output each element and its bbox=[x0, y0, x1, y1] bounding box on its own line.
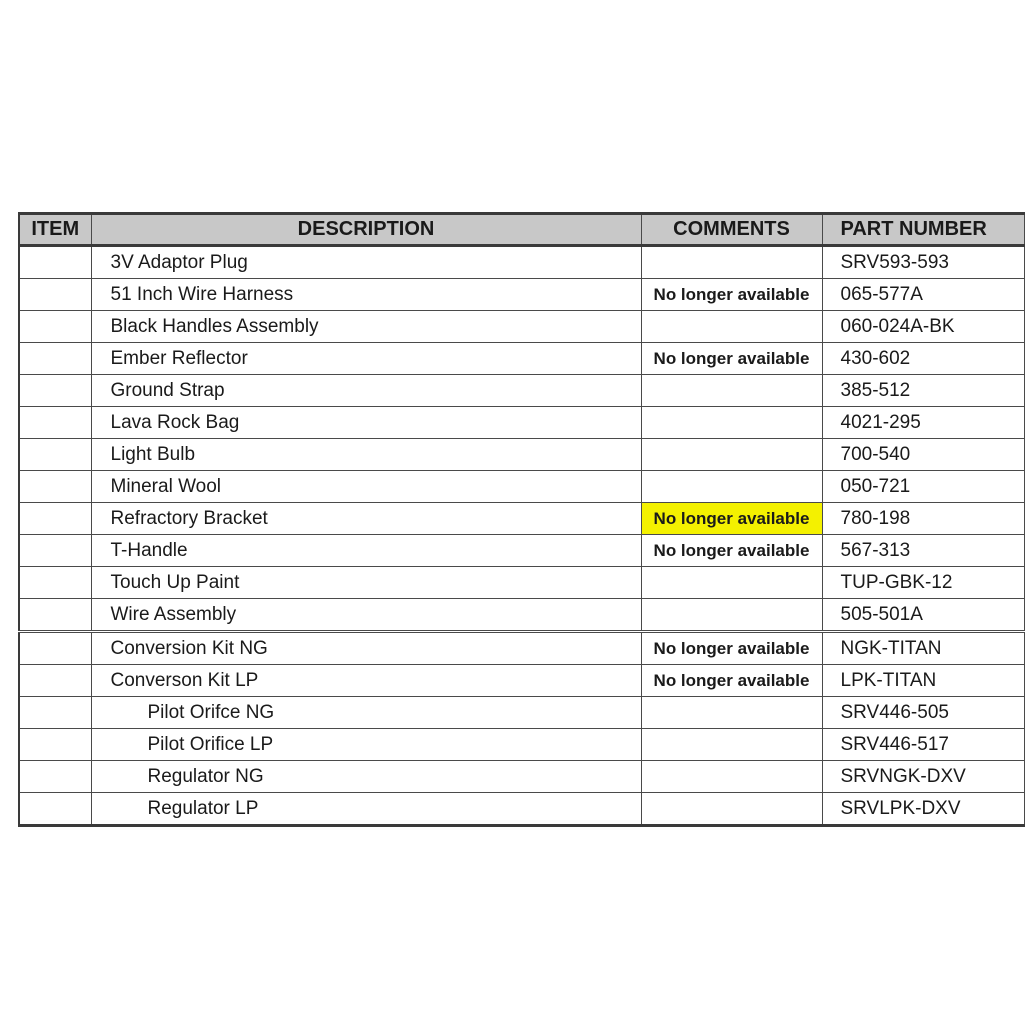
comment-cell bbox=[641, 761, 822, 793]
comment-cell bbox=[641, 407, 822, 439]
description-cell: Black Handles Assembly bbox=[91, 311, 641, 343]
description-cell: 3V Adaptor Plug bbox=[91, 246, 641, 279]
table-row bbox=[19, 503, 1024, 535]
part-number-cell: 065-577A bbox=[822, 279, 1024, 311]
table-row bbox=[19, 567, 1024, 599]
comment-cell bbox=[641, 599, 822, 632]
item-cell bbox=[19, 343, 91, 375]
table-header-row bbox=[19, 214, 1024, 246]
part-number-cell: SRVLPK-DXV bbox=[822, 793, 1024, 826]
item-cell bbox=[19, 697, 91, 729]
table-row bbox=[19, 311, 1024, 343]
part-number-cell: 430-602 bbox=[822, 343, 1024, 375]
item-cell bbox=[19, 375, 91, 407]
header-comments: COMMENTS bbox=[641, 214, 822, 246]
part-number-cell: SRVNGK-DXV bbox=[822, 761, 1024, 793]
comment-cell: No longer available bbox=[641, 665, 822, 697]
part-number-cell: 060-024A-BK bbox=[822, 311, 1024, 343]
header-description: DESCRIPTION bbox=[91, 214, 641, 246]
description-cell: Pilot Orifce NG bbox=[91, 697, 641, 729]
item-cell bbox=[19, 793, 91, 826]
table-row bbox=[19, 761, 1024, 793]
table-row bbox=[19, 793, 1024, 826]
description-cell: Mineral Wool bbox=[91, 471, 641, 503]
description-cell: Regulator NG bbox=[91, 761, 641, 793]
description-cell: Regulator LP bbox=[91, 793, 641, 826]
description-cell: Wire Assembly bbox=[91, 599, 641, 632]
part-number-cell: 385-512 bbox=[822, 375, 1024, 407]
description-cell: Lava Rock Bag bbox=[91, 407, 641, 439]
parts-table bbox=[18, 212, 1025, 827]
item-cell bbox=[19, 535, 91, 567]
comment-cell bbox=[641, 246, 822, 279]
item-cell bbox=[19, 729, 91, 761]
table-row bbox=[19, 665, 1024, 697]
comment-cell: No longer available bbox=[641, 343, 822, 375]
comment-cell: No longer available bbox=[641, 535, 822, 567]
description-cell: Light Bulb bbox=[91, 439, 641, 471]
item-cell bbox=[19, 567, 91, 599]
description-cell: Refractory Bracket bbox=[91, 503, 641, 535]
item-cell bbox=[19, 632, 91, 665]
comment-cell bbox=[641, 729, 822, 761]
part-number-cell: 050-721 bbox=[822, 471, 1024, 503]
item-cell bbox=[19, 407, 91, 439]
description-cell: T-Handle bbox=[91, 535, 641, 567]
description-cell: Ember Reflector bbox=[91, 343, 641, 375]
part-number-cell: 567-313 bbox=[822, 535, 1024, 567]
item-cell bbox=[19, 246, 91, 279]
comment-cell bbox=[641, 471, 822, 503]
item-cell bbox=[19, 761, 91, 793]
comment-cell: No longer available bbox=[641, 632, 822, 665]
table-row bbox=[19, 535, 1024, 567]
part-number-cell: 780-198 bbox=[822, 503, 1024, 535]
comment-cell-highlighted: No longer available bbox=[641, 503, 822, 535]
table-row bbox=[19, 246, 1024, 279]
part-number-cell: 700-540 bbox=[822, 439, 1024, 471]
comment-cell bbox=[641, 311, 822, 343]
header-part-number: PART NUMBER bbox=[822, 214, 1024, 246]
table-row bbox=[19, 632, 1024, 665]
part-number-cell: SRV446-505 bbox=[822, 697, 1024, 729]
item-cell bbox=[19, 599, 91, 632]
table-row bbox=[19, 729, 1024, 761]
table-row bbox=[19, 439, 1024, 471]
item-cell bbox=[19, 503, 91, 535]
part-number-cell: TUP-GBK-12 bbox=[822, 567, 1024, 599]
item-cell bbox=[19, 439, 91, 471]
description-cell: 51 Inch Wire Harness bbox=[91, 279, 641, 311]
table-row bbox=[19, 599, 1024, 632]
part-number-cell: 4021-295 bbox=[822, 407, 1024, 439]
header-item: ITEM bbox=[19, 214, 91, 246]
table-row bbox=[19, 407, 1024, 439]
item-cell bbox=[19, 311, 91, 343]
table-row bbox=[19, 697, 1024, 729]
part-number-cell: NGK-TITAN bbox=[822, 632, 1024, 665]
description-cell: Converson Kit LP bbox=[91, 665, 641, 697]
item-cell bbox=[19, 279, 91, 311]
description-cell: Touch Up Paint bbox=[91, 567, 641, 599]
part-number-cell: 505-501A bbox=[822, 599, 1024, 632]
description-cell: Ground Strap bbox=[91, 375, 641, 407]
table-row bbox=[19, 471, 1024, 503]
table-row bbox=[19, 279, 1024, 311]
part-number-cell: SRV446-517 bbox=[822, 729, 1024, 761]
item-cell bbox=[19, 471, 91, 503]
table-row bbox=[19, 343, 1024, 375]
comment-cell bbox=[641, 439, 822, 471]
description-cell: Pilot Orifice LP bbox=[91, 729, 641, 761]
table-row bbox=[19, 375, 1024, 407]
comment-cell: No longer available bbox=[641, 279, 822, 311]
comment-cell bbox=[641, 793, 822, 826]
comment-cell bbox=[641, 567, 822, 599]
part-number-cell: SRV593-593 bbox=[822, 246, 1024, 279]
item-cell bbox=[19, 665, 91, 697]
description-cell: Conversion Kit NG bbox=[91, 632, 641, 665]
part-number-cell: LPK-TITAN bbox=[822, 665, 1024, 697]
comment-cell bbox=[641, 375, 822, 407]
comment-cell bbox=[641, 697, 822, 729]
